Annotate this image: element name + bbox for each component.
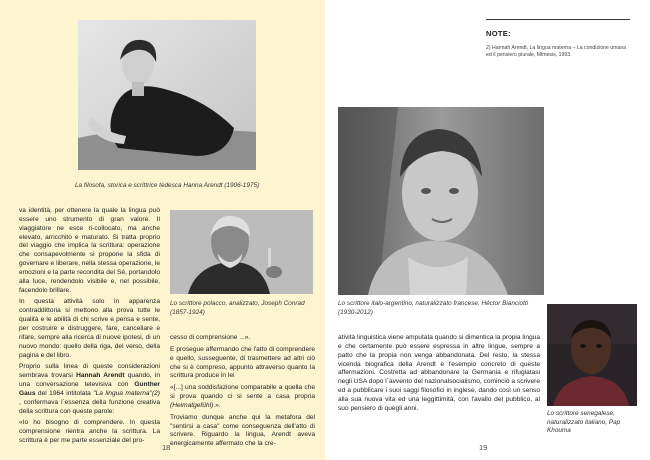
photo-caption-khouma: Lo scrittore senegalese, naturalizzato italiano, Pap Khouma <box>547 410 621 435</box>
paragraph: atività linguistica viene amputata quando si dimentica la propia lingua e che certamente può essere espressa in altre lingue, sempre a patto che la propia non venga abbandonata. Del resto, la stessa vicenda biografica della Arendt è l'esempio concreto di queste affermazioni. Costretta ad abbandonare la Germania e rifugiatasi negli USA dopo l´avvento del nazionalsocialismo, cominciò a scrivere ed a pubblicare i suoi saggi filosofici in inglese, dando così un senso alla sua nuova vita ed una leggittimità, con l'avallo del pubblico, al suo pensiero di quegli anni. <box>338 334 540 412</box>
paragraph: In questa attività solo in apparenza contraddittoria si mettono alla prova tutte le qualità e le abilità di chi scrive e pensa e sente, per costruire e distruggere, fare, cancellare e rifare, sempre alla ricerca di nuove ipotesi, di un nuovo mondo: quello della riga, del verso, della pagina e del libro. <box>19 298 160 359</box>
right-page <box>325 0 650 460</box>
text-column-1 <box>19 207 160 449</box>
paragraph <box>19 363 160 416</box>
photo-caption-bianciotti: Lo scrittore italo-argentino, naturalizzato francese, Héctor Bianciotti (1930-2012) <box>338 300 529 316</box>
text-run: Proprio sulla linea di queste considerazioni sembrava trovarsi <box>19 363 160 380</box>
name-gunther-gaus: Gunther Gaus <box>19 381 160 397</box>
text-run: del 1964 intitolata <box>35 389 94 397</box>
name-hannah-arendt: Hannah Arendt <box>76 372 125 380</box>
text-column-3 <box>338 334 540 417</box>
paragraph: va identità, per ottenere la quale la lingua può essere uno strumento di gran valore. Il viaggiatore ne esce ri-collocato, ma anche elevato, arricchito e maturato. Si tratta proprio del viaggio che implica la scrittura: operazione che consapevolmente si propone la sfida di governare e liberare, nella stessa operazione, le emozioni e la parte recondita del Sé, portandolo alla luce, rendendolo visibile e, nel possibile, facendolo brillare. <box>19 207 160 294</box>
paragraph: «Io ho bisogno di comprendere. In questa comprensione rientra anche la scrittura. La scrittura è per me parte essenziale del pro- <box>19 419 160 445</box>
italic-term: (Heimatgefühl) <box>170 401 214 409</box>
photo-hannah-arendt <box>78 20 256 170</box>
photo-caption-conrad: Lo scrittore polacco, analizzato, Joseph Conrad (1857-1924) <box>170 300 305 316</box>
paragraph: E prosegue affermando che l'atto di comprendere e quello, susseguente, di trasmettere ad altri ciò che si è compreso, appunto attraverso quanto la scrittura produce in lei <box>170 345 315 380</box>
text-run: quando, in una conversazione televisiva con <box>19 372 160 389</box>
text-run: , confermava l´essenza della funzione creativa della scrittura con queste parole: <box>19 398 160 415</box>
notes-text: 2) Hannah Arendt, La lingua materna – La condizione umana ed il pensiero plurale, Mimesis, 1993. <box>486 45 627 58</box>
text-run: .». <box>213 401 221 409</box>
page-number-left: 18 <box>162 443 171 452</box>
photo-caption-arendt: La filosofa, storica e scrittrice tedesca Hanna Arendt (1906-1975) <box>75 182 260 189</box>
notes-title: NOTE: <box>486 29 511 38</box>
text-run: «[...] una soddisfazione comparabile a quella che si prova quando ci si sente a casa propria <box>170 384 315 401</box>
photo-pap-khouma <box>547 304 637 406</box>
text-column-2 <box>170 334 315 452</box>
page-number-right: 19 <box>479 443 488 452</box>
program-title: "La lingua materna"(2) <box>93 389 160 397</box>
paragraph <box>170 384 315 411</box>
notes-rule <box>486 19 630 20</box>
paragraph: cesso di comprensione ...». <box>170 334 251 341</box>
photo-joseph-conrad <box>170 210 313 294</box>
photo-hector-bianciotti <box>338 107 544 295</box>
paragraph: Troviamo dunque anche qui la metafora del "sentirsi a casa" come conseguenza dell'atto di scrivere. Riguardo la lingua, Arendt aveva energicamente affermato che la cre- <box>170 413 315 448</box>
